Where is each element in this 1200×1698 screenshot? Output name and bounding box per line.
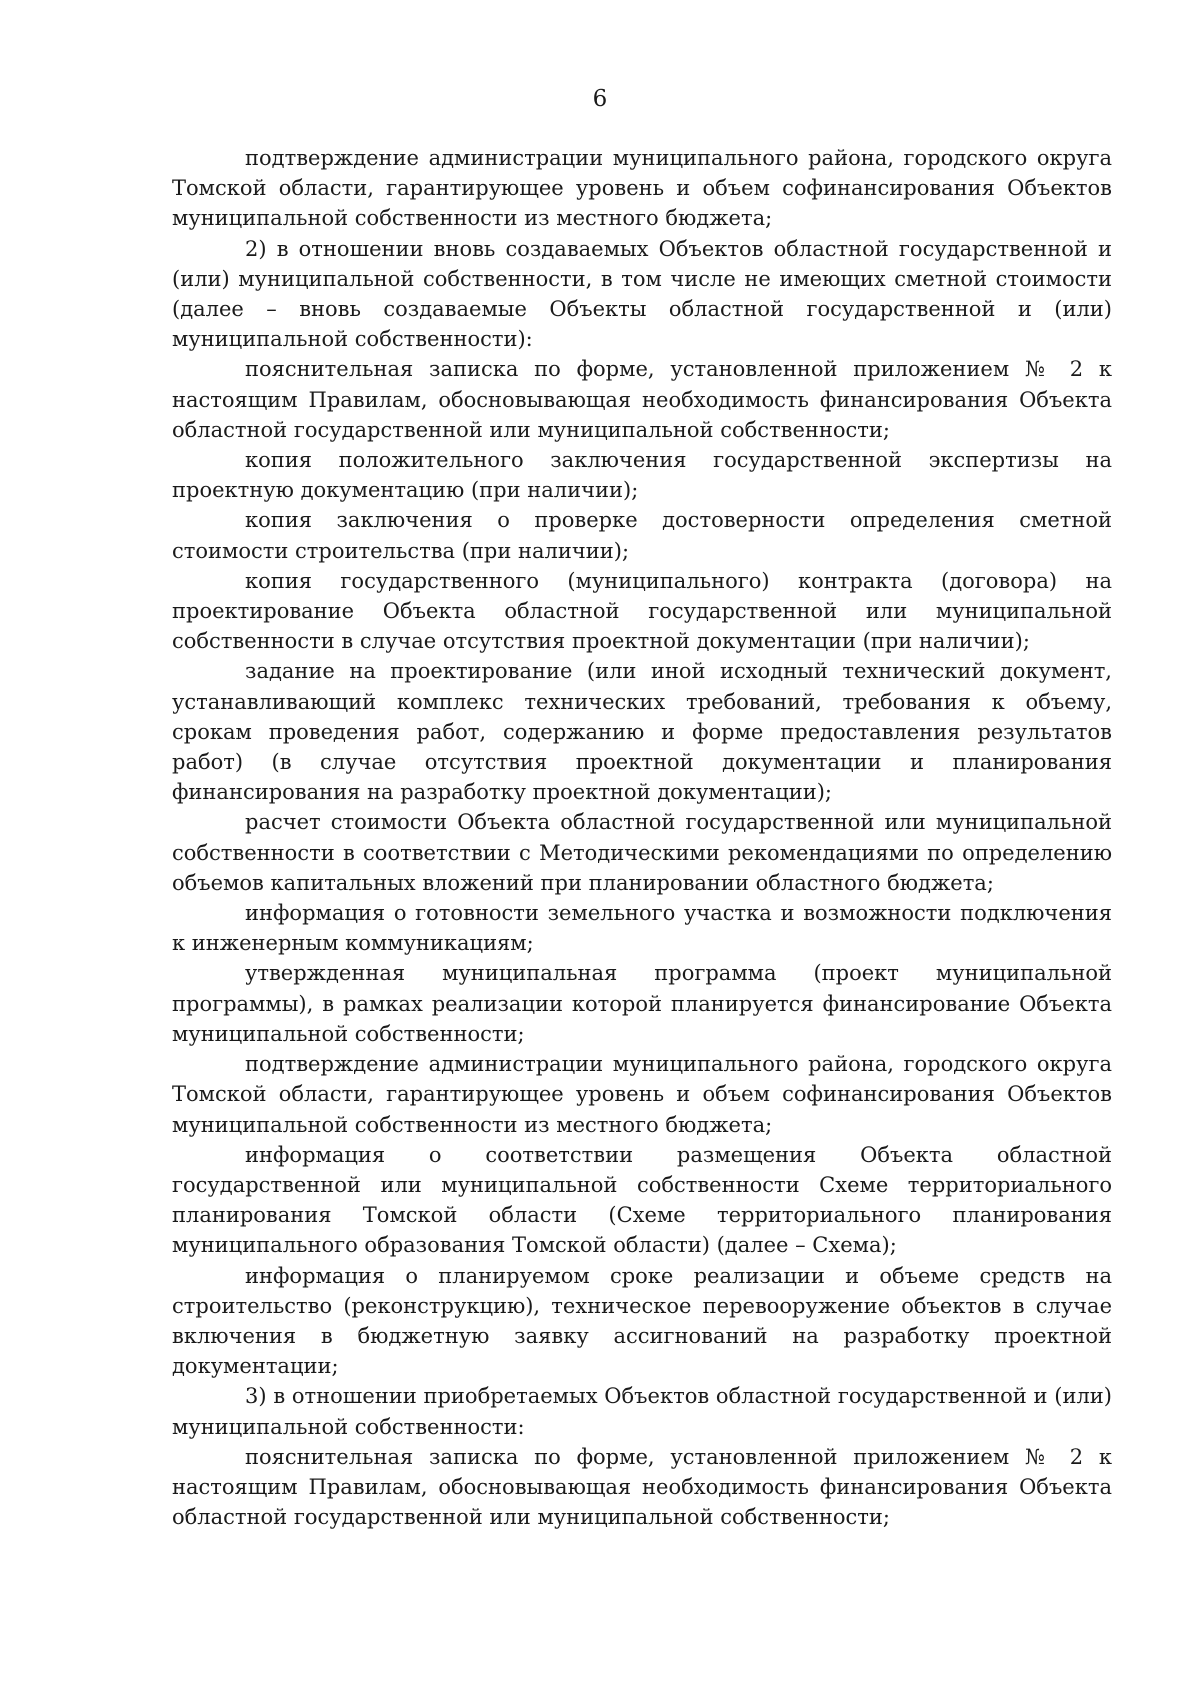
paragraph: пояснительная записка по форме, установленной приложением № 2 к настоящим Правилам, обосновывающая необходимость финансирования Объекта областной государственной или муниципальной собственности; xyxy=(172,357,1112,442)
paragraph: копия положительного заключения государственной экспертизы на проектную документацию (при наличии); xyxy=(172,448,1112,503)
paragraph: 2) в отношении вновь создаваемых Объектов областной государственной и (или) муниципальной собственности, в том числе не имеющих сметной стоимости (далее – вновь создаваемые Объекты областной государственной и (или) муниципальной собственности): xyxy=(172,236,1112,352)
paragraph: расчет стоимости Объекта областной государственной или муниципальной собственности в соответствии с Методическими рекомендациями по определению объемов капитальных вложений при планировании областного бюджета; xyxy=(172,810,1112,895)
paragraph: копия государственного (муниципального) контракта (договора) на проектирование Объекта областной государственной или муниципальной собственности в случае отсутствия проектной документации (при наличии); xyxy=(172,568,1112,654)
paragraph: информация о соответствии размещения Объекта областной государственной или муниципальной собственности Схеме территориального планирования Томской области (Схеме территориального планирования муниципального образования Томской области) (далее – Схема); xyxy=(172,1142,1112,1258)
paragraph: утвержденная муниципальная программа (проект муниципальной программы), в рамках реализации которой планируется финансирование Объекта муниципальной собственности; xyxy=(172,961,1112,1046)
page-number: 6 xyxy=(592,86,608,112)
paragraph: подтверждение администрации муниципального района, городского округа Томской области, гарантирующее уровень и объем софинансирования Объектов муниципальной собственности из местного бюджета; xyxy=(172,146,1112,231)
paragraph: задание на проектирование (или иной исходный технический документ, устанавливающий комплекс технических требований, требования к объему, срокам проведения работ, содержанию и форме предоставления результатов работ) (в случае отсутствия проектной документации и планирования финансирования на разработку проектной документации); xyxy=(172,659,1112,805)
document-body xyxy=(172,143,1112,1532)
paragraph: информация о готовности земельного участка и возможности подключения к инженерным коммуникациям; xyxy=(172,901,1112,956)
paragraph: подтверждение администрации муниципального района, городского округа Томской области, гарантирующее уровень и объем софинансирования Объектов муниципальной собственности из местного бюджета; xyxy=(172,1052,1112,1137)
paragraph: копия заключения о проверке достоверности определения сметной стоимости строительства (при наличии); xyxy=(172,508,1112,563)
paragraph: пояснительная записка по форме, установленной приложением № 2 к настоящим Правилам, обосновывающая необходимость финансирования Объекта областной государственной или муниципальной собственности; xyxy=(172,1444,1112,1530)
paragraph: 3) в отношении приобретаемых Объектов областной государственной и (или) муниципальной собственности: xyxy=(172,1384,1112,1439)
paragraph: информация о планируемом сроке реализации и объеме средств на строительство (реконструкцию), техническое перевооружение объектов в случае включения в бюджетную заявку ассигнований на разработку проектной документации; xyxy=(172,1263,1112,1379)
